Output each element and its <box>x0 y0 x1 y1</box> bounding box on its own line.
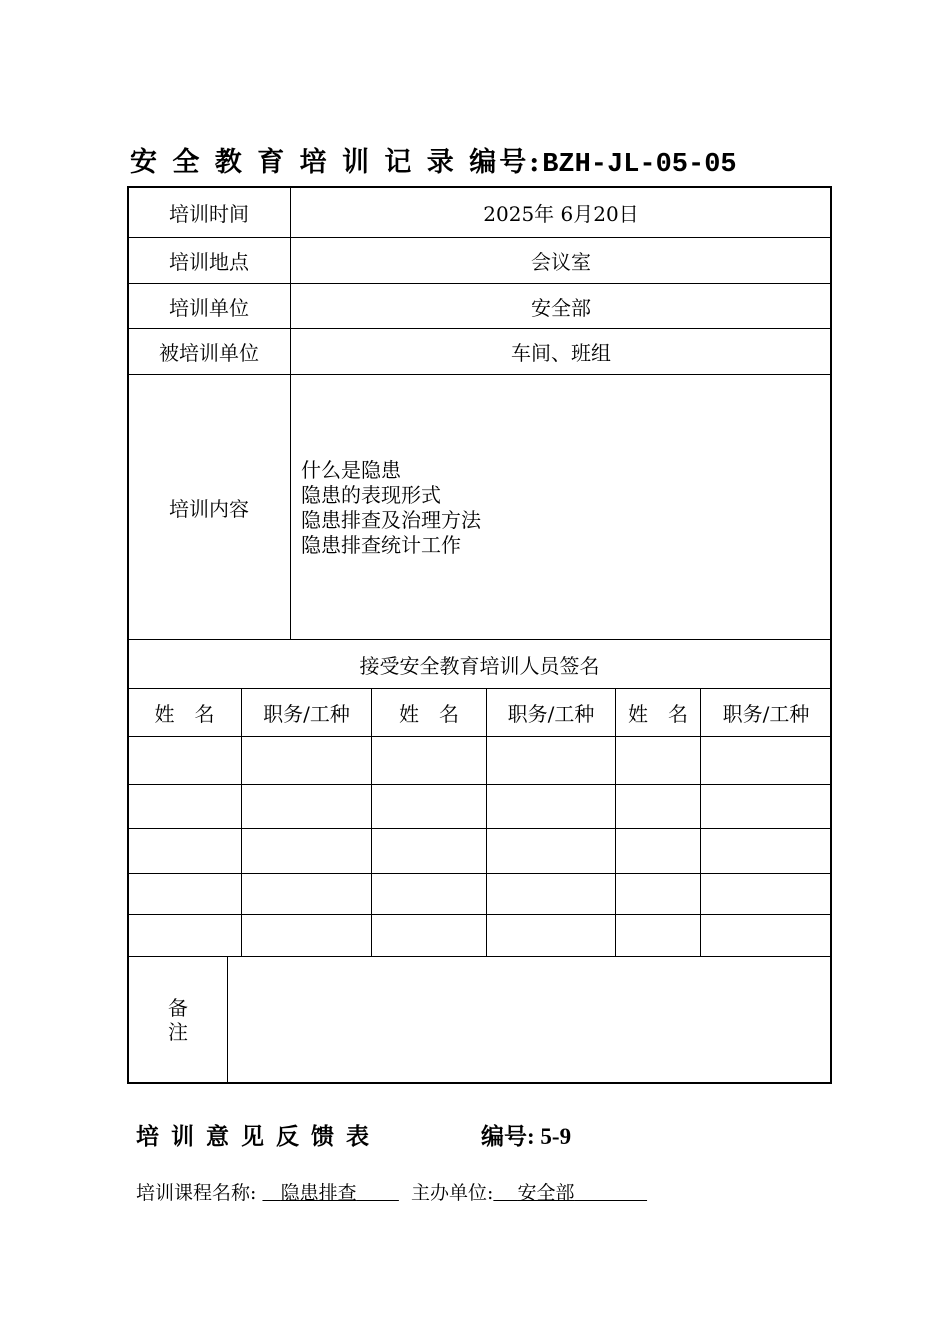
row-divider <box>128 736 831 737</box>
row-divider <box>128 914 831 915</box>
row-divider <box>128 956 831 957</box>
row-divider <box>128 828 831 829</box>
list-item: 隐患排查及治理方法 <box>301 508 481 532</box>
training-time-value: 2025年 6月20日 <box>483 202 639 226</box>
training-location-label: 培训地点 <box>169 250 249 274</box>
course-value-field <box>262 1182 398 1204</box>
row-divider <box>128 784 831 785</box>
training-time-label: 培训时间 <box>169 202 249 226</box>
list-item: 隐患排查统计工作 <box>301 533 461 557</box>
col-divider <box>227 956 228 1083</box>
title-code: BZH-JL-05-05 <box>542 150 737 180</box>
feedback-code: 5-9 <box>540 1124 572 1149</box>
trainee-unit-label: 被培训单位 <box>159 341 259 365</box>
training-unit-label: 培训单位 <box>169 295 249 320</box>
remarks-label-bottom: 注 <box>168 1020 188 1044</box>
column-header-position: 职务/工种 <box>263 702 350 726</box>
training-content-list <box>301 458 481 558</box>
training-unit-value: 安全部 <box>531 295 591 320</box>
remarks-label <box>130 996 226 1044</box>
list-item: 什么是隐患 <box>301 458 401 482</box>
training-location-value: 会议室 <box>531 250 591 274</box>
column-header-position: 职务/工种 <box>507 702 595 726</box>
host-label: 主办单位: <box>410 1182 494 1204</box>
feedback-title: 培 训 意 见 反 馈 表 <box>136 1123 372 1150</box>
remarks-label-top: 备 <box>168 996 188 1020</box>
training-content-label: 培训内容 <box>169 496 249 521</box>
title-code-label: 编号: <box>469 147 543 178</box>
column-header-name: 姓 名 <box>154 702 215 726</box>
list-item: 隐患的表现形式 <box>301 483 441 507</box>
course-line <box>136 1178 647 1205</box>
column-header-name: 姓 名 <box>399 702 459 726</box>
feedback-code-group <box>481 1118 571 1151</box>
column-header-name: 姓 名 <box>628 702 688 726</box>
trainee-unit-value: 车间、班组 <box>511 341 611 365</box>
column-header-position: 职务/工种 <box>722 702 810 726</box>
course-label: 培训课程名称: <box>136 1182 257 1204</box>
feedback-heading <box>136 1118 572 1151</box>
host-value: 安全部 <box>517 1182 575 1204</box>
feedback-code-label: 编号: <box>481 1124 535 1149</box>
row-divider <box>128 873 831 874</box>
title-text: 安 全 教 育 培 训 记 录 <box>130 147 457 178</box>
signature-header: 接受安全教育培训人员签名 <box>359 653 600 678</box>
host-value-field <box>493 1182 647 1204</box>
page-title <box>130 140 830 180</box>
course-value: 隐患排查 <box>280 1182 357 1204</box>
